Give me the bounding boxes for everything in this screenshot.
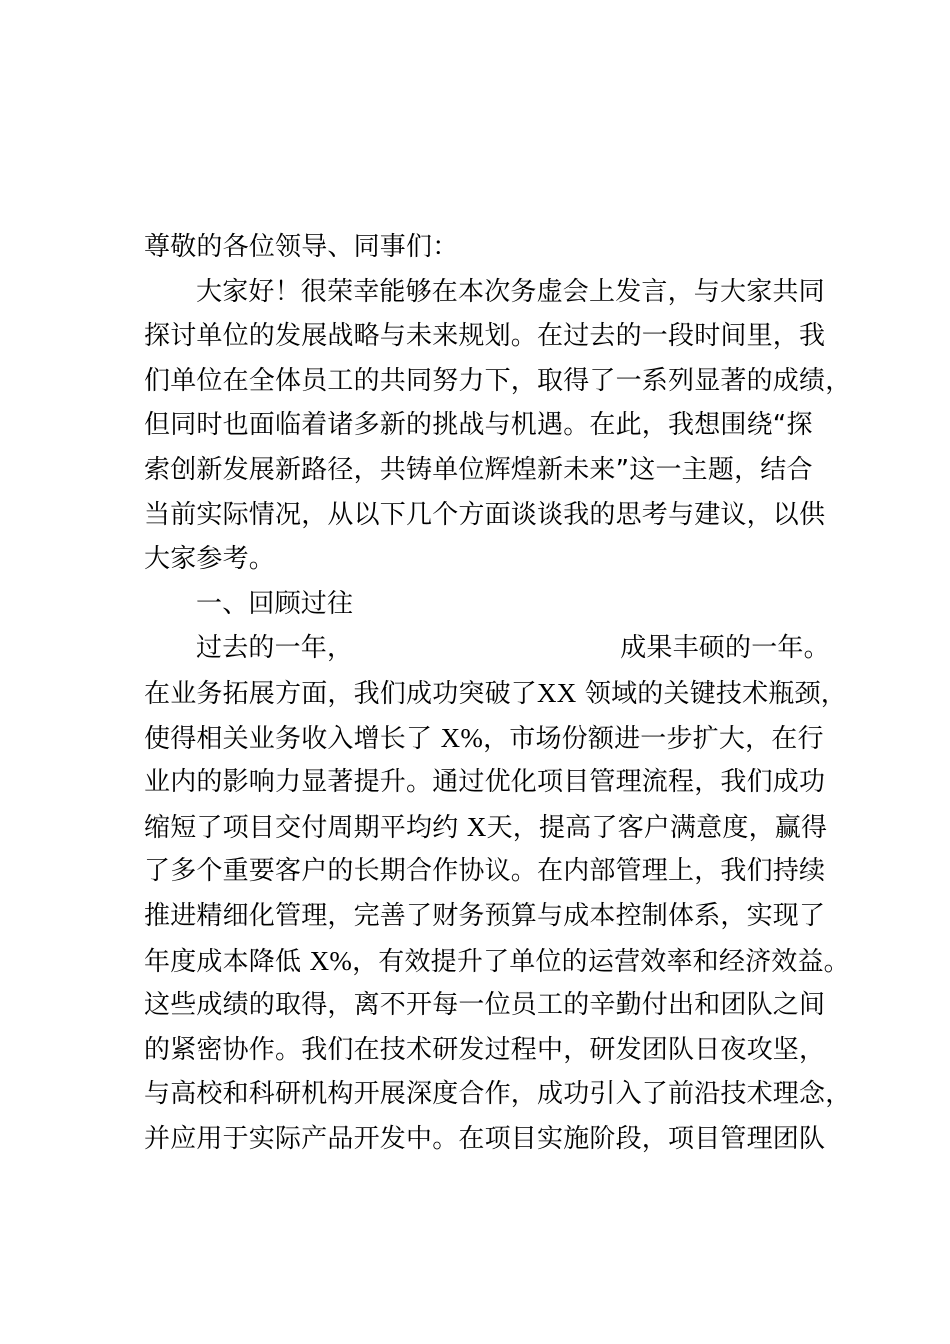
intro-line-3: 们单位在全体员工的共同努力下，取得了一系列显著的成绩，	[144, 365, 852, 396]
review-line-3-part-a: 使得相关业务收入增长了	[144, 723, 441, 754]
review-line-8	[144, 939, 850, 984]
review-line-2	[144, 671, 847, 716]
review-line-10: 的紧密协作。我们在技术研发过程中，研发团队日夜攻坚，	[144, 1034, 826, 1065]
review-line-3	[144, 716, 824, 761]
speech-text	[144, 225, 852, 1161]
intro-line-4: 但同时也面临着诸多新的挑战与机遇。在此，我想围绕“探	[144, 410, 813, 441]
review-line-11: 与高校和科研机构开展深度合作，成功引入了前沿技术理念，	[144, 1079, 852, 1110]
review-line-9: 这些成绩的取得，离不开每一位员工的辛勤付出和团队之间	[144, 990, 826, 1021]
intro-line-1: 大家好！很荣幸能够在本次务虚会上发言，与大家共同	[196, 276, 825, 307]
review-line-5-part-c: 天，提高了客户满意度，赢得	[486, 812, 828, 843]
review-line-7: 推进精细化管理，完善了财务预算与成本控制体系，实现了	[144, 900, 826, 931]
review-line-2-part-b: XX	[537, 677, 577, 708]
review-line-5-part-a: 缩短了项目交付周期平均约	[144, 812, 459, 843]
review-line-3-part-c: ，市场份额进一步扩大，在行	[483, 723, 824, 754]
intro-line-2: 探讨单位的发展战略与未来规划。在过去的一段时间里，我	[144, 321, 826, 352]
review-line-4: 业内的影响力显著提升。通过优化项目管理流程，我们成功	[144, 767, 826, 798]
intro-line-5: 索创新发展新路径，共铸单位辉煌新未来”这一主题，结合	[144, 454, 813, 485]
review-line-6: 了多个重要客户的长期合作协议。在内部管理上，我们持续	[144, 856, 826, 887]
review-line-8-part-c: ，有效提升了单位的运营效率和经济效益。	[352, 946, 850, 977]
review-line-8-part-b: X%	[309, 945, 353, 976]
review-line-5	[144, 805, 828, 850]
review-line-8-part-a: 年度成本降低	[144, 946, 310, 977]
review-line-5-part-b: X	[466, 811, 487, 842]
intro-line-7: 大家参考。	[144, 544, 276, 575]
review-line-1-end: 成果丰硕的一年。	[620, 633, 830, 664]
section-heading: 一、回顾过往	[196, 588, 354, 619]
salutation: 尊敬的各位领导、同事们：	[144, 232, 459, 262]
review-line-3-part-b: X%	[440, 722, 484, 753]
intro-line-6: 当前实际情况，从以下几个方面谈谈我的思考与建议，以供	[144, 499, 826, 530]
review-line-12: 并应用于实际产品开发中。在项目实施阶段，项目管理团队	[144, 1123, 826, 1154]
review-line-2-part-a: 在业务拓展方面，我们成功突破了	[144, 678, 538, 709]
review-line-2-part-c: 领域的关键技术瓶颈，	[584, 678, 847, 709]
review-line-1	[144, 626, 830, 671]
review-line-1-start: 过去的一年，	[196, 633, 354, 664]
